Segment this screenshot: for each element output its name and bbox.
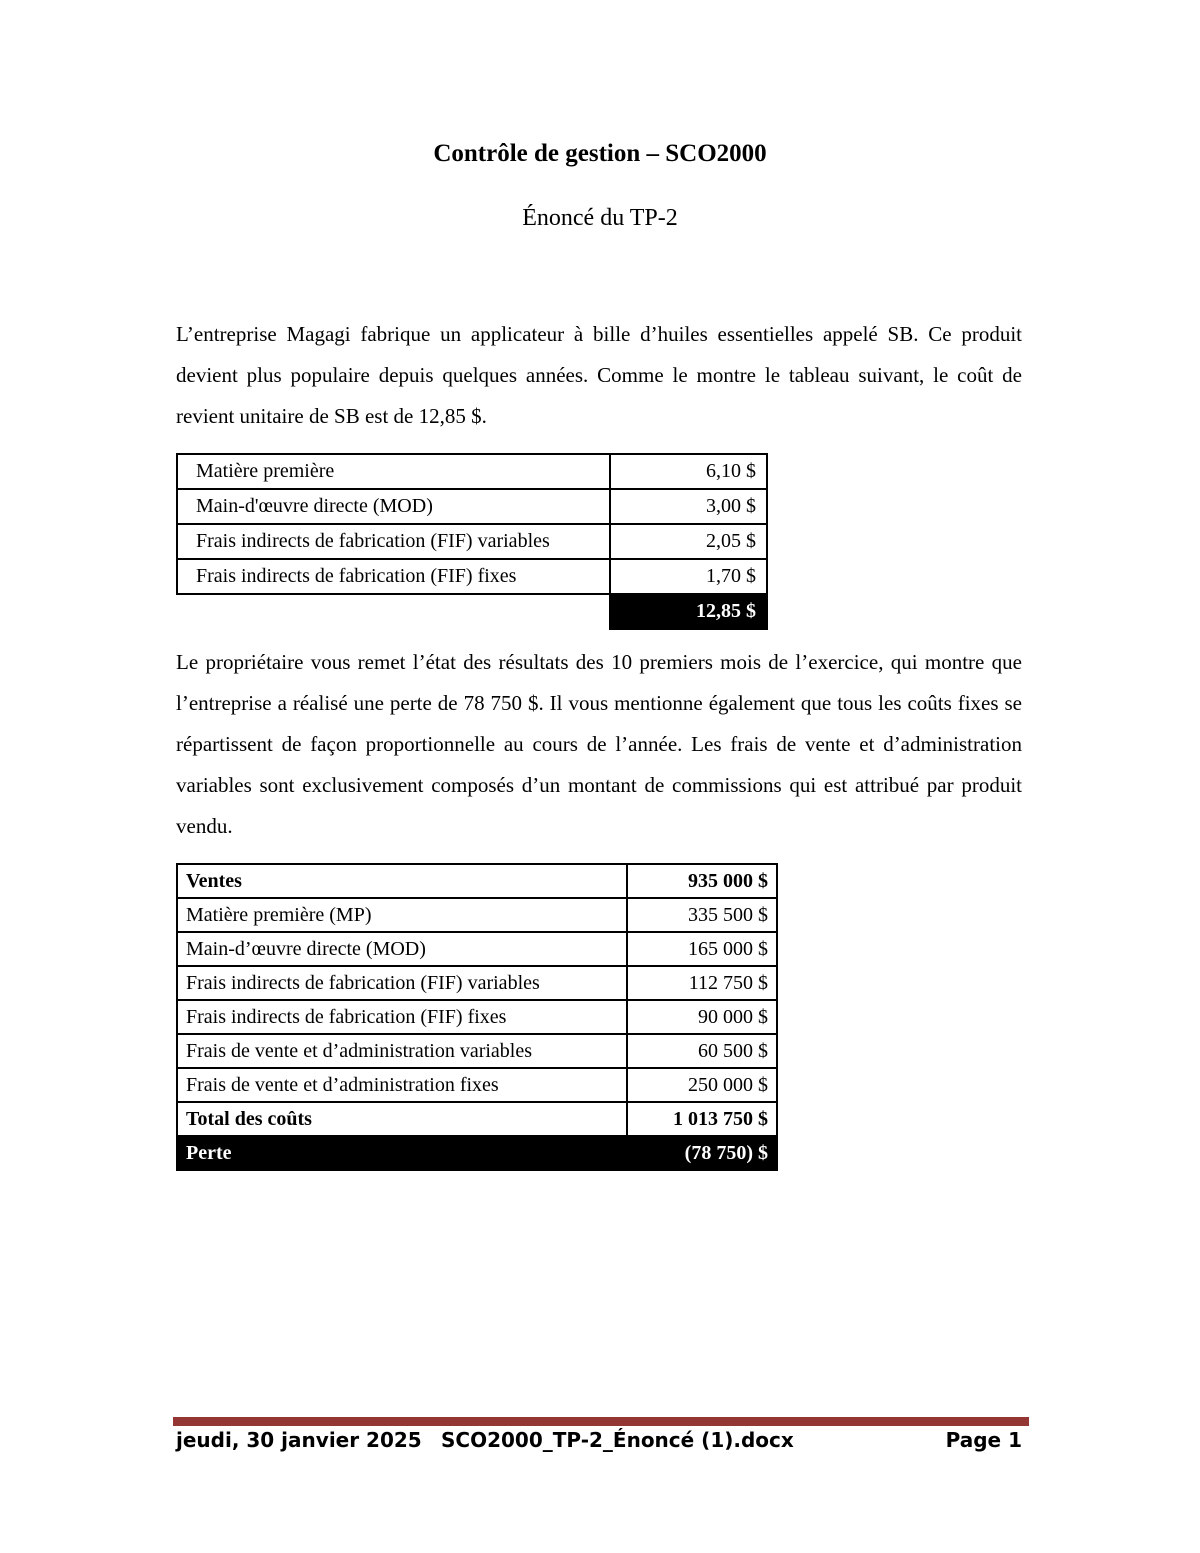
footer-filename: SCO2000_TP-2_Énoncé (1).docx [441, 1428, 794, 1452]
income-statement-table [176, 863, 778, 1171]
table-row [177, 898, 777, 932]
table-row [177, 524, 767, 559]
row-label: Main-d'œuvre directe (MOD) [177, 489, 610, 524]
table-row [177, 559, 767, 594]
row-value: (78 750) $ [627, 1136, 777, 1170]
row-value: 935 000 $ [627, 864, 777, 898]
row-label: Matière première (MP) [177, 898, 627, 932]
table-row [177, 864, 777, 898]
table-row [177, 454, 767, 489]
row-label: Frais indirects de fabrication (FIF) fixes [177, 1000, 627, 1034]
table-row [177, 966, 777, 1000]
document-subtitle: Énoncé du TP-2 [522, 205, 678, 231]
row-label: Matière première [177, 454, 610, 489]
row-label: Frais de vente et d’administration variables [177, 1034, 627, 1068]
table-row [177, 932, 777, 966]
footer-page-number: Page 1 [945, 1428, 1022, 1452]
table-row [177, 1000, 777, 1034]
loss-row [177, 1136, 777, 1170]
row-label: Main-d’œuvre directe (MOD) [177, 932, 627, 966]
row-label: Frais indirects de fabrication (FIF) fixes [177, 559, 610, 594]
row-value: 1,70 $ [610, 559, 767, 594]
unit-cost-table [176, 453, 768, 630]
table-row [177, 489, 767, 524]
row-label: Total des coûts [177, 1102, 627, 1136]
table-row [177, 1034, 777, 1068]
row-value: 2,05 $ [610, 524, 767, 559]
empty-cell [177, 594, 610, 629]
row-label: Perte [177, 1136, 627, 1170]
row-value: 165 000 $ [627, 932, 777, 966]
intro-paragraph: L’entreprise Magagi fabrique un applicateur à bille d’huiles essentielles appelé SB. Ce produit devient plus populaire depuis quelques années. Comme le montre le tableau suivant, le coût de revient unitaire de SB est de 12,85 $. [176, 322, 1022, 428]
footer-divider [173, 1417, 1029, 1426]
row-value: 1 013 750 $ [627, 1102, 777, 1136]
row-label: Frais de vente et d’administration fixes [177, 1068, 627, 1102]
row-label: Ventes [177, 864, 627, 898]
document-title: Contrôle de gestion – SCO2000 [433, 140, 767, 167]
row-label: Frais indirects de fabrication (FIF) variables [177, 524, 610, 559]
context-paragraph: Le propriétaire vous remet l’état des résultats des 10 premiers mois de l’exercice, qui montre que l’entreprise a réalisé une perte de 78 750 $. Il vous mentionne également que tous les coûts fixes se répartissent de façon proportionnelle au cours de l’année. Les frais de vente et d’administration variables sont exclusivement composés d’un montant de commissions qui est attribué par produit vendu. [176, 650, 1022, 838]
row-value: 3,00 $ [610, 489, 767, 524]
row-value: 90 000 $ [627, 1000, 777, 1034]
row-value: 112 750 $ [627, 966, 777, 1000]
row-value: 250 000 $ [627, 1068, 777, 1102]
row-label: Frais indirects de fabrication (FIF) variables [177, 966, 627, 1000]
unit-cost-total: 12,85 $ [610, 594, 767, 629]
row-value: 60 500 $ [627, 1034, 777, 1068]
table-row [177, 1102, 777, 1136]
table-row [177, 1068, 777, 1102]
row-value: 6,10 $ [610, 454, 767, 489]
total-row [177, 594, 767, 629]
row-value: 335 500 $ [627, 898, 777, 932]
footer-date: jeudi, 30 janvier 2025 [176, 1428, 422, 1452]
page-footer [176, 1428, 1022, 1458]
